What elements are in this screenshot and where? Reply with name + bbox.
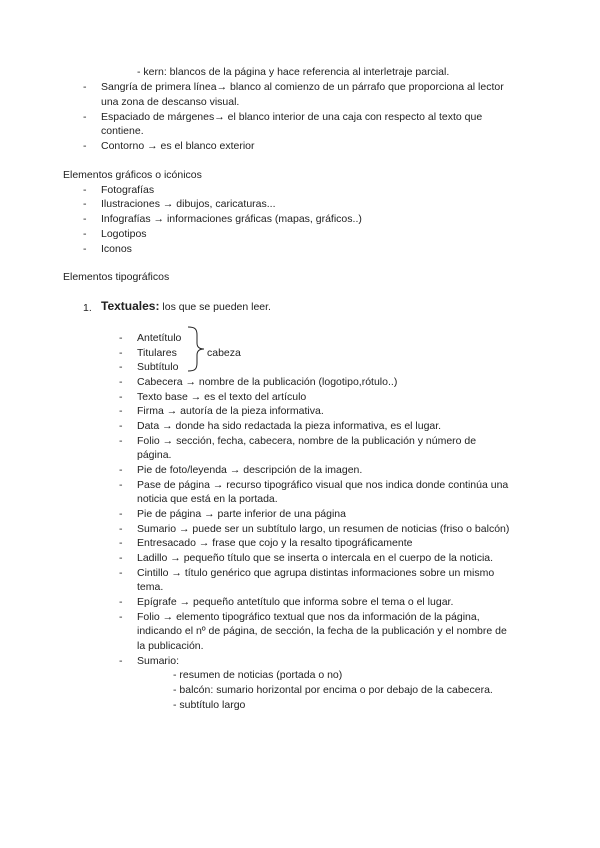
list-item-line: Pie de página → parte inferior de una página <box>137 508 346 520</box>
list-item-line: Texto base → es el texto del artículo <box>137 391 307 403</box>
bullet-dash: - <box>119 552 123 564</box>
bullet-dash: - <box>119 523 123 535</box>
bullet-dash: - <box>119 655 123 667</box>
list-item-line: contiene. <box>101 125 144 137</box>
section-heading-graficos: Elementos gráficos o icónicos <box>63 169 202 181</box>
list-item-line: Folio → elemento tipográfico textual que nos da información de la página, <box>137 611 480 623</box>
numbered-item <box>101 299 271 315</box>
list-item-line: noticia que está en la portada. <box>137 493 278 505</box>
bullet-dash: - <box>83 81 87 93</box>
list-item-line: Cabecera → nombre de la publicación (logotipo,rótulo..) <box>137 376 398 388</box>
bullet-dash: - <box>119 347 123 359</box>
list-item-line: Data → donde ha sido redactada la pieza informativa, es el lugar. <box>137 420 442 432</box>
bullet-dash: - <box>119 596 123 608</box>
bullet-dash: - <box>119 537 123 549</box>
list-item: Fotografías <box>101 184 155 196</box>
cabeza-item: Titulares <box>137 347 177 359</box>
list-item-line: Sumario → puede ser un subtítulo largo, un resumen de noticias (friso o balcón) <box>137 523 510 535</box>
cabeza-label: cabeza <box>207 347 241 359</box>
list-item-line: Pie de foto/leyenda → descripción de la imagen. <box>137 464 363 476</box>
list-item-line: indicando el nº de página, de sección, la fecha de la publicación y el nombre de <box>137 625 507 637</box>
bullet-dash: - <box>119 332 123 344</box>
bullet-dash: - <box>119 405 123 417</box>
bullet-dash: - <box>119 464 123 476</box>
list-item-line: Sumario: <box>137 655 180 667</box>
bullet-dash: - <box>119 435 123 447</box>
list-item-line: Sangría de primera línea→ blanco al comienzo de un párrafo que proporciona al lector <box>101 81 504 93</box>
sumario-subitem: - balcón: sumario horizontal por encima o por debajo de la cabecera. <box>173 684 493 696</box>
sumario-subitem: - resumen de noticias (portada o no) <box>173 669 343 681</box>
cabeza-item: Antetítulo <box>137 332 182 344</box>
list-item-line: Entresacado → frase que cojo y la resalto tipográficamente <box>137 537 413 549</box>
numbered-item-title: Textuales: <box>101 299 160 313</box>
cabeza-item: Subtítulo <box>137 361 179 373</box>
list-item-line: Folio → sección, fecha, cabecera, nombre de la publicación y número de <box>137 435 477 447</box>
list-item-line: tema. <box>137 581 164 593</box>
section-heading-tipograficos: Elementos tipográficos <box>63 271 170 283</box>
numbered-item-desc: los que se pueden leer. <box>162 301 271 313</box>
list-item-line: la publicación. <box>137 640 204 652</box>
bullet-dash: - <box>119 376 123 388</box>
numbered-marker: 1. <box>83 302 92 314</box>
curly-brace-icon <box>186 326 206 372</box>
bullet-dash: - <box>83 228 87 240</box>
bullet-dash: - <box>119 391 123 403</box>
bullet-dash: - <box>119 567 123 579</box>
bullet-dash: - <box>83 111 87 123</box>
bullet-dash: - <box>119 420 123 432</box>
bullet-dash: - <box>119 611 123 623</box>
list-item-line: Firma → autoría de la pieza informativa. <box>137 405 324 417</box>
list-item-line: Pase de página → recurso tipográfico visual que nos indica donde continúa una <box>137 479 509 491</box>
list-item-line: Ladillo → pequeño título que se inserta o intercala en el cuerpo de la noticia. <box>137 552 494 564</box>
list-item-line: Espaciado de márgenes→ el blanco interior de una caja con respecto al texto que <box>101 111 483 123</box>
bullet-dash: - <box>119 508 123 520</box>
list-item-line: una zona de descanso visual. <box>101 96 240 108</box>
bullet-dash: - <box>119 361 123 373</box>
list-item: Iconos <box>101 243 132 255</box>
list-item-line: Epígrafe → pequeño antetítulo que informa sobre el tema o el lugar. <box>137 596 454 608</box>
bullet-dash: - <box>119 479 123 491</box>
list-item-line: Cintillo → título genérico que agrupa distintas informaciones sobre un mismo <box>137 567 495 579</box>
list-item-line: página. <box>137 449 172 461</box>
list-item: Ilustraciones → dibujos, caricaturas... <box>101 198 276 210</box>
bullet-dash: - <box>83 198 87 210</box>
list-item-line: Contorno → es el blanco exterior <box>101 140 255 152</box>
bullet-dash: - <box>83 140 87 152</box>
list-item: Logotipos <box>101 228 147 240</box>
list-item: Infografías → informaciones gráficas (mapas, gráficos..) <box>101 213 362 225</box>
bullet-dash: - <box>83 184 87 196</box>
sumario-subitem: - subtítulo largo <box>173 699 246 711</box>
kern-subitem: - kern: blancos de la página y hace referencia al interletraje parcial. <box>137 66 450 78</box>
bullet-dash: - <box>83 243 87 255</box>
bullet-dash: - <box>83 213 87 225</box>
